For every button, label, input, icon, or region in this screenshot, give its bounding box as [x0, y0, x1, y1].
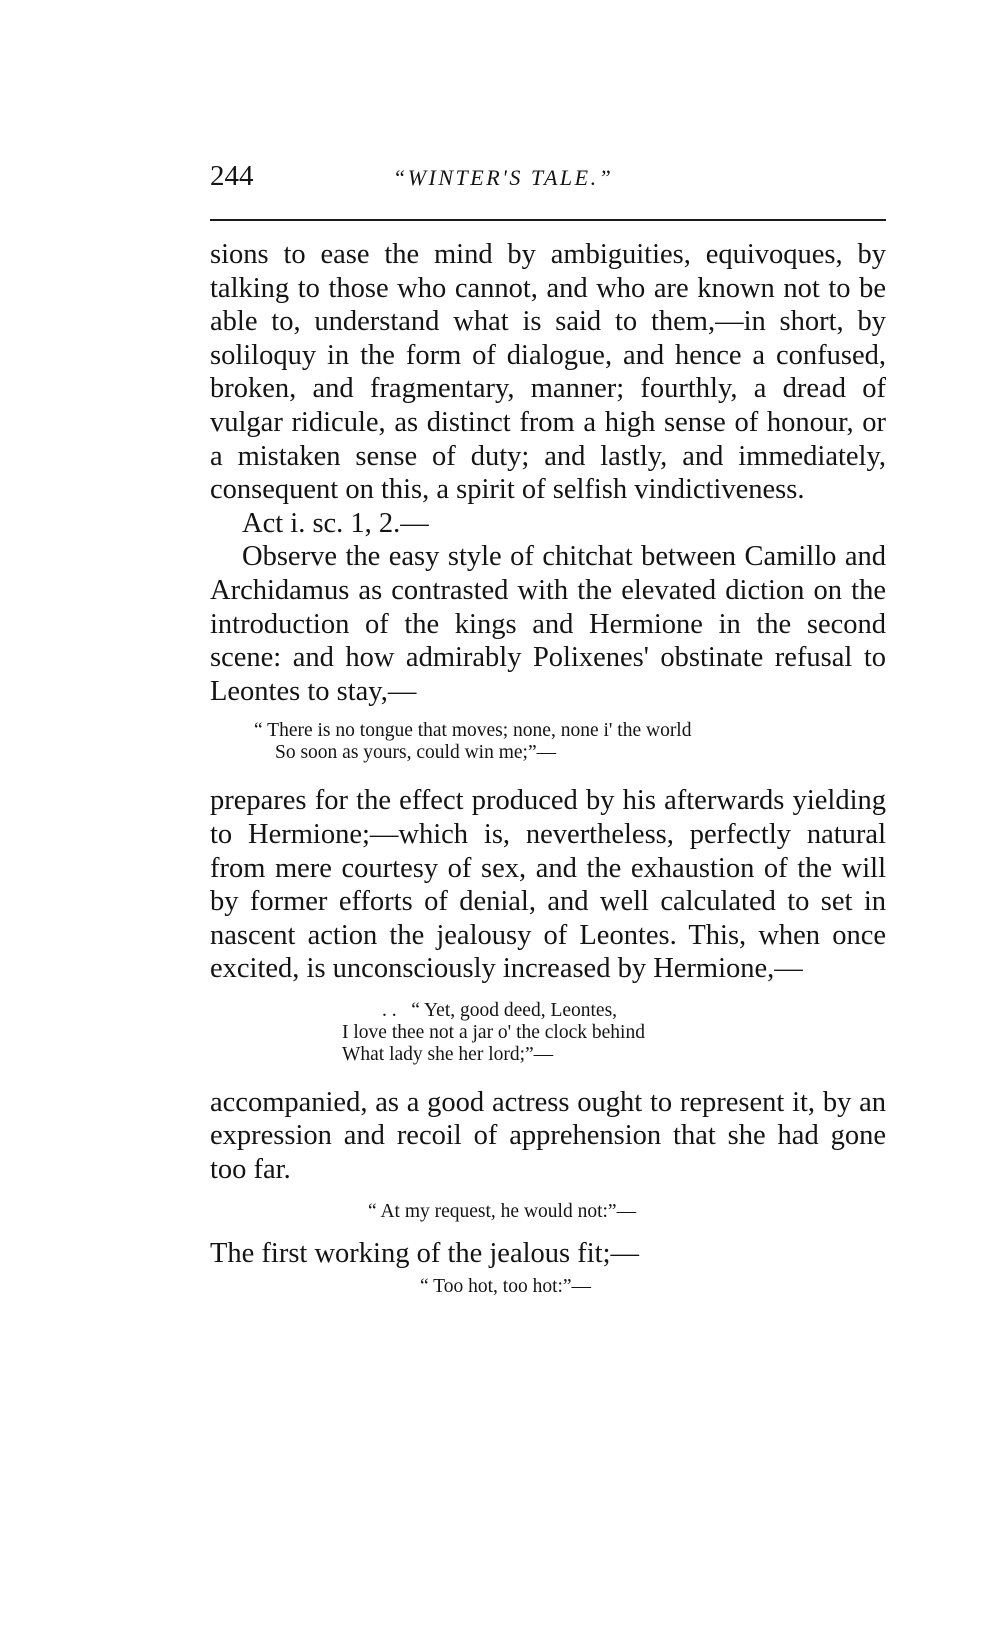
act-reference: Act i. sc. 1, 2.— [242, 507, 429, 539]
quotation-line: . . “ Yet, good deed, Leontes, [382, 999, 618, 1021]
paragraph: The first working of the jealous fit;— [210, 1237, 639, 1269]
quotation-line: So soon as yours, could win me;”— [275, 742, 557, 764]
running-title: “WINTER'S TALE.” [393, 165, 614, 190]
body-text [210, 238, 886, 1298]
quotation-line: “ Too hot, too hot:”— [420, 1276, 592, 1298]
paragraph: prepares for the effect produced by his afterwards yielding to Hermione;—which is, nevertheless, perfectly natural from mere courtesy of sex, and the exhaustion of the will by former efforts of denial, and well calculated to set in nascent action the jealousy of Leontes. This, when once excited, is unconsciously increased by Hermione,— [210, 785, 886, 985]
quotation-line: “ There is no tongue that moves; none, none i' the world [254, 720, 692, 742]
quotation-line: I love thee not a jar o' the clock behind [342, 1021, 645, 1043]
quotation-line: What lady she her lord;”— [342, 1043, 554, 1065]
page-number: 244 [210, 160, 254, 192]
quotation [210, 720, 886, 764]
quotation [210, 1276, 886, 1298]
header-rule [210, 219, 886, 221]
quotation-line: “ At my request, he would not:”— [368, 1200, 637, 1222]
quotation [210, 1000, 886, 1066]
paragraph: accompanied, as a good actress ought to represent it, by an expression and recoil of apprehension that she had gone too far. [210, 1086, 886, 1186]
page-header [210, 160, 886, 200]
paragraph: sions to ease the mind by ambiguities, equivoques, by talking to those who cannot, and who are known not to be able to, understand what is said to them,—in short, by soliloquy in the form of dialogue, and hence a confused, broken, and fragmentary, manner; fourthly, a dread of vulgar ridicule, as distinct from a high sense of honour, or a mistaken sense of duty; and lastly, and immediately, consequent on this, a spirit of selfish vindictiveness. [210, 239, 886, 506]
quotation [210, 1201, 886, 1223]
paragraph: Observe the easy style of chitchat between Camillo and Archidamus as contrasted with the elevated diction on the introduction of the kings and Hermione in the second scene: and how admirably Polixenes' obstinate refusal to Leontes to stay,— [210, 541, 886, 707]
